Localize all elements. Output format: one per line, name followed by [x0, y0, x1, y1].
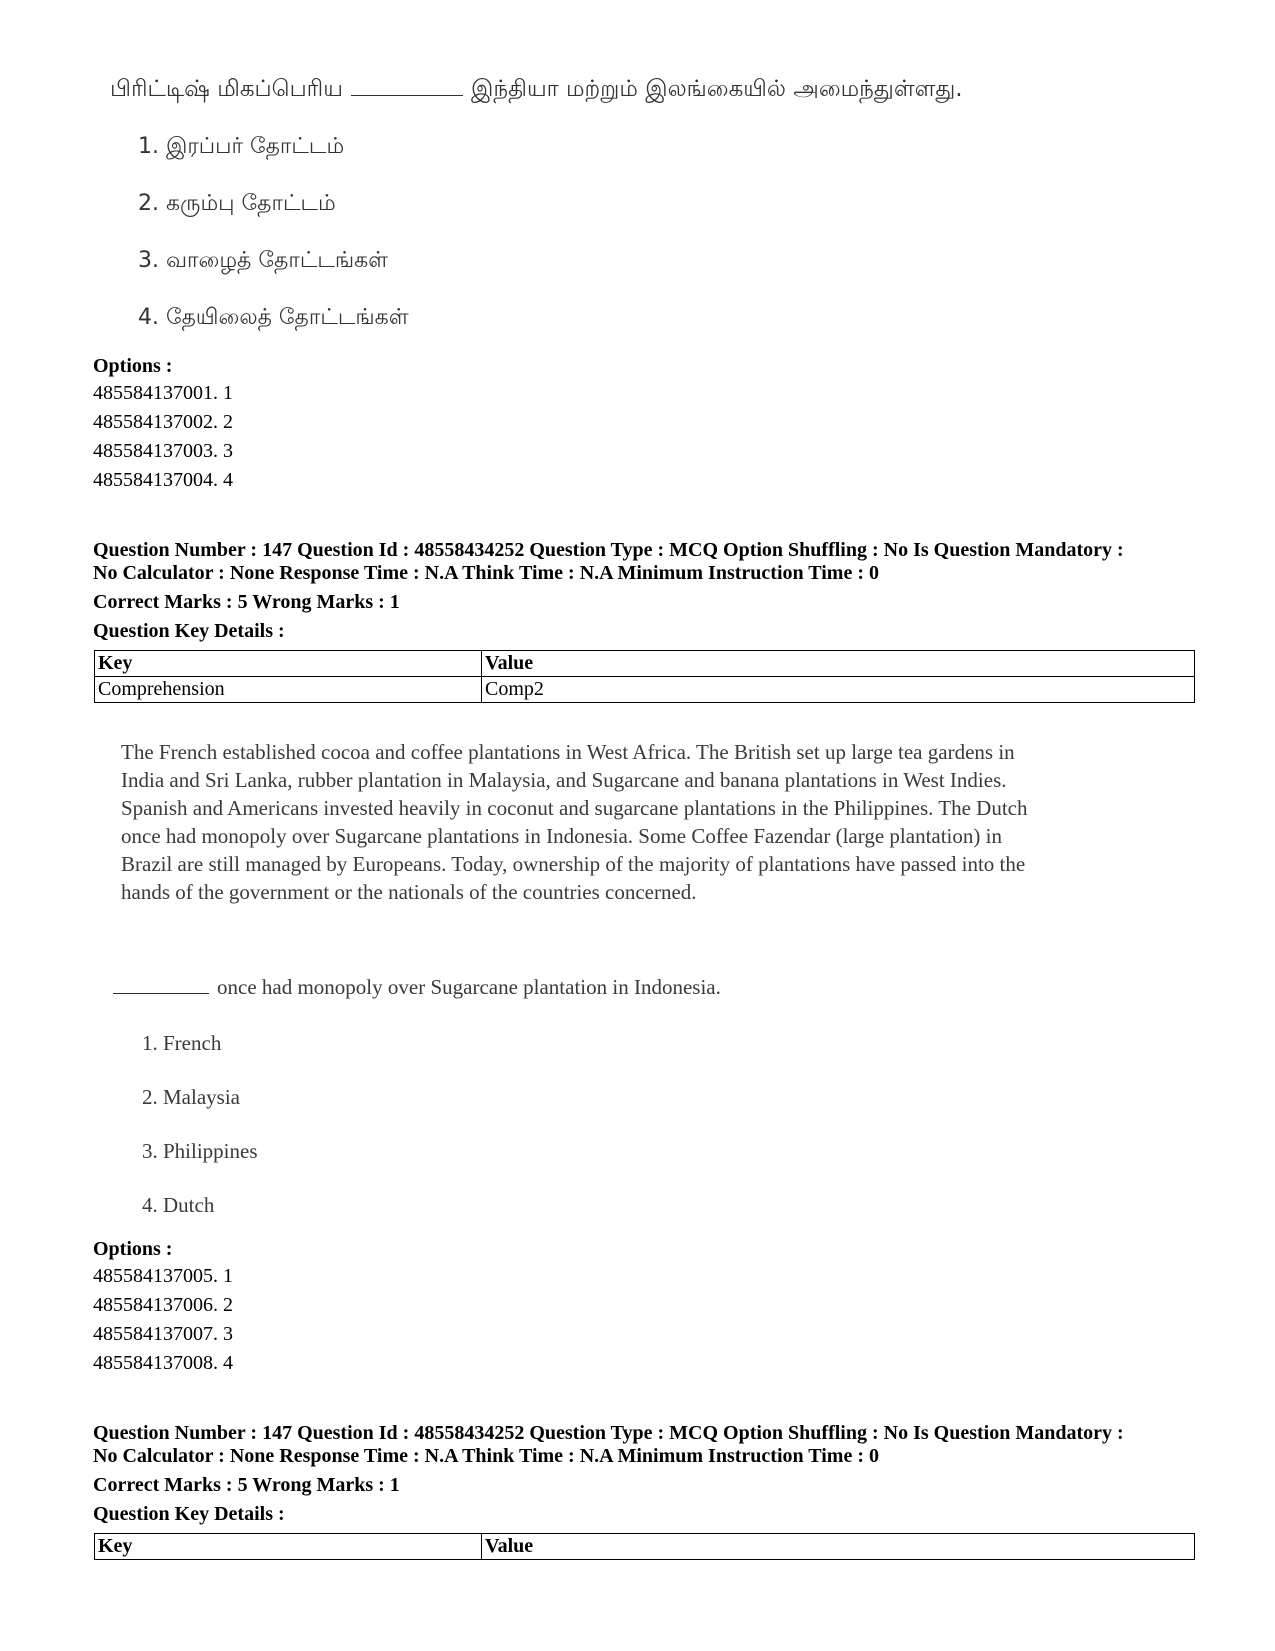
passage-line: once had monopoly over Sugarcane plantations in Indonesia. Some Coffee Fazendar (large plantation) in [121, 824, 1002, 848]
tamil-option-1: 1. இரப்பர் தோட்டம் [138, 134, 345, 159]
option-item: 485584137002. 2 [93, 411, 233, 433]
question-meta-line2: No Calculator : None Response Time : N.A Think Time : N.A Minimum Instruction Time : 0 [93, 1445, 879, 1467]
passage-line: Spanish and Americans invested heavily in coconut and sugarcane plantations in the Philippines. The Dutch [121, 796, 1028, 820]
question-meta-line2: No Calculator : None Response Time : N.A Think Time : N.A Minimum Instruction Time : 0 [93, 562, 879, 584]
passage-line: Brazil are still managed by Europeans. Today, ownership of the majority of plantations have passed into the [121, 852, 1026, 876]
table-header-value: Value [482, 1534, 1195, 1560]
answer-blank [113, 992, 209, 994]
option-item: 485584137003. 3 [93, 440, 233, 462]
english-option-1: 1. French [142, 1031, 222, 1055]
tamil-option-4: 4. தேயிலைத் தோட்டங்கள் [138, 305, 409, 330]
passage-line: The French established cocoa and coffee plantations in West Africa. The British set up large tea gardens in [121, 740, 1015, 764]
marks-line: Correct Marks : 5 Wrong Marks : 1 [93, 591, 400, 613]
english-option-4: 4. Dutch [142, 1193, 215, 1217]
option-item: 485584137005. 1 [93, 1265, 233, 1287]
table-header-value: Value [482, 651, 1195, 677]
table-header-row [95, 651, 1195, 677]
option-item: 485584137001. 1 [93, 382, 233, 404]
passage-line: India and Sri Lanka, rubber plantation in Malaysia, and Sugarcane and banana plantations in West Indies. [121, 768, 1007, 792]
tamil-stem-before: பிரிட்டிஷ் மிகப்பெரிய [110, 76, 343, 102]
english-option-2: 2. Malaysia [142, 1085, 240, 1109]
option-item: 485584137006. 2 [93, 1294, 233, 1316]
options-heading: Options : [93, 355, 173, 377]
english-question-stem [113, 975, 721, 1000]
table-cell-value: Comp2 [482, 677, 1195, 703]
key-details-heading: Question Key Details : [93, 620, 285, 642]
options-list [93, 1262, 233, 1378]
table-header-key: Key [95, 651, 482, 677]
options-list [93, 379, 233, 495]
key-value-table [94, 1533, 1195, 1560]
marks-line: Correct Marks : 5 Wrong Marks : 1 [93, 1474, 400, 1496]
tamil-question-stem [110, 76, 963, 105]
table-header-row [95, 1534, 1195, 1560]
table-header-key: Key [95, 1534, 482, 1560]
table-row [95, 677, 1195, 703]
answer-blank [351, 94, 463, 96]
option-item: 485584137008. 4 [93, 1352, 233, 1374]
question-meta-line1: Question Number : 147 Question Id : 48558434252 Question Type : MCQ Option Shuffling : No Is Question Mandatory : [93, 1422, 1124, 1444]
option-item: 485584137007. 3 [93, 1323, 233, 1345]
tamil-option-3: 3. வாழைத் தோட்டங்கள் [138, 248, 389, 273]
question-meta-line1: Question Number : 147 Question Id : 48558434252 Question Type : MCQ Option Shuffling : No Is Question Mandatory : [93, 539, 1124, 561]
options-heading: Options : [93, 1238, 173, 1260]
comprehension-passage [121, 738, 1191, 906]
table-cell-key: Comprehension [95, 677, 482, 703]
key-details-heading: Question Key Details : [93, 1503, 285, 1525]
passage-line: hands of the government or the nationals of the countries concerned. [121, 880, 697, 904]
tamil-stem-after: இந்தியா மற்றும் இலங்கையில் அமைந்துள்ளது. [470, 76, 963, 102]
english-stem-text: once had monopoly over Sugarcane plantation in Indonesia. [217, 975, 721, 999]
tamil-option-2: 2. கரும்பு தோட்டம் [138, 191, 336, 216]
option-item: 485584137004. 4 [93, 469, 233, 491]
key-value-table [94, 650, 1195, 703]
english-option-3: 3. Philippines [142, 1139, 258, 1163]
